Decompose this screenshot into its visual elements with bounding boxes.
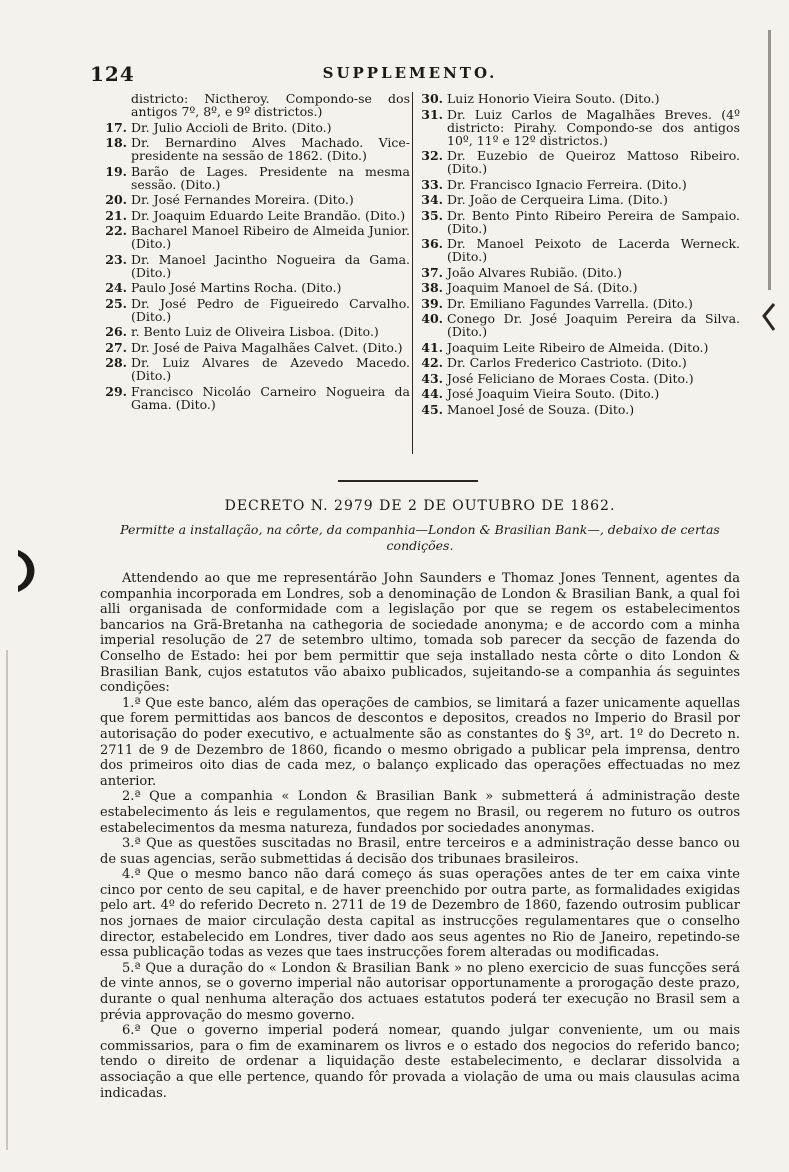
list-item: 35. Dr. Bento Pinto Ribeiro Pereira de Sampaio. (Dito.) bbox=[421, 207, 740, 236]
margin-ink-mark bbox=[760, 302, 778, 332]
list-item: 39. Dr. Emiliano Fagundes Varrella. (Dito.) bbox=[421, 295, 693, 311]
paragraph: 3.ª Que as questões suscitadas no Brasil, entre terceiros e a administração desse banco ou de suas agencias, serão submettidas á decisão dos tribunaes brasileiros. bbox=[100, 836, 740, 867]
decree-title: DECRETO N. 2979 DE 2 DE OUTUBRO DE 1862. bbox=[224, 498, 616, 514]
list-item: 19. Barão de Lages. Presidente na mesma sessão. (Dito.) bbox=[105, 163, 410, 192]
list-item: 29. Francisco Nicoláo Carneiro Nogueira da Gama. (Dito.) bbox=[105, 383, 410, 412]
paragraph: 2.ª Que a companhia « London & Brasilian Bank » submetterá á administração deste estabelecimento ás leis e regulamentos, que regem no Brasil, ou regerem no futuro os outros estabelecimentos da mesma natureza, fundados por sociedades anonymas. bbox=[100, 789, 740, 836]
list-item: 31. Dr. Luiz Carlos de Magalhães Breves. (4º districto: Pirahy. Compondo-se dos antigos 10º, 11º e 12º districtos.) bbox=[421, 106, 740, 148]
paragraph: Attendendo ao que me representárão John Saunders e Thomaz Jones Tennent, agentes da companhia incorporada em Londres, sob a denominação de London & Brasilian Bank, a qual foi alli organisada de conformidade com a legislação por que se regem os estabelecimentos bancarios na Grã-Bretanha na cathegoria de sociedade anonyma; e de accordo com a minha imperial resolução de 27 de setembro ultimo, tomada sob parecer da secção de fazenda do Conselho de Estado: hei por bem permittir que seja installado nesta côrte o dito London & Brasilian Bank, cujos estatutos vão abaixo publicados, sujeitando-se a companhia ás seguintes condições: bbox=[100, 571, 740, 696]
column-divider bbox=[412, 92, 413, 454]
list-item: 41. Joaquim Leite Ribeiro de Almeida. (Dito.) bbox=[421, 339, 709, 355]
list-item: 28. Dr. Luiz Alvares de Azevedo Macedo. (Dito.) bbox=[105, 355, 410, 383]
list-item: 43. José Feliciano de Moraes Costa. (Dito.) bbox=[421, 370, 694, 386]
list-item: 36. Dr. Manoel Peixoto de Lacerda Werneck. (Dito.) bbox=[421, 236, 740, 264]
page-header bbox=[90, 62, 730, 84]
list-item: 44. José Joaquim Vieira Souto. (Dito.) bbox=[421, 386, 660, 401]
right-column bbox=[416, 92, 740, 418]
list-item: 32. Dr. Euzebio de Queiroz Mattoso Ribeiro. (Dito.) bbox=[421, 148, 740, 176]
paragraph: 5.ª Que a duração do « London & Brasilian Bank » no pleno exercicio de suas funcções será de vinte annos, se o governo imperial não autorisar opportunamente a prorogação deste prazo, durante o qual nenhuma alteração dos actuaes estatutos poderá ter execução no Brasil sem a prévia approvação do mesmo governo. bbox=[100, 960, 740, 1023]
decree-subtitle: Permitte a installação, na côrte, da companhia—London & Brasilian Bank—, debaixo de certas condições. bbox=[120, 522, 720, 553]
list-item: 18. Dr. Bernardino Alves Machado. Vice-presidente na sessão de 1862. (Dito.) bbox=[105, 135, 410, 163]
page-number: 124 bbox=[90, 62, 135, 86]
scan-right-edge bbox=[768, 30, 771, 290]
list-item: 24. Paulo José Martins Rocha. (Dito.) bbox=[105, 280, 342, 295]
list-item: 26. r. Bento Luiz de Oliveira Lisboa. (Dito.) bbox=[105, 324, 379, 339]
list-item: 27. Dr. José de Paiva Magalhães Calvet. (Dito.) bbox=[105, 339, 403, 355]
list-item: 45. Manoel José de Souza. (Dito.) bbox=[421, 401, 635, 417]
list-item: 20. Dr. José Fernandes Moreira. (Dito.) bbox=[105, 192, 354, 207]
deputies-list bbox=[100, 92, 740, 456]
scan-edge-shadow bbox=[6, 650, 8, 1150]
list-item: 34. Dr. João de Cerqueira Lima. (Dito.) bbox=[421, 192, 668, 207]
list-item: 23. Dr. Manoel Jacintho Nogueira da Gama. (Dito.) bbox=[105, 251, 410, 280]
left-column bbox=[100, 92, 410, 413]
margin-bracket-mark bbox=[14, 548, 44, 594]
list-item: 21. Dr. Joaquim Eduardo Leite Brandão. (Dito.) bbox=[105, 207, 406, 223]
list-item: 30. Luiz Honorio Vieira Souto. (Dito.) bbox=[421, 91, 660, 106]
paragraph: 6.ª Que o governo imperial poderá nomear, quando julgar conveniente, um ou mais commissarios, para o fim de examinarem os livros e o estado dos negocios do referido banco; tendo o direito de ordenar a liquidação deste estabelecimento, e declarar dissolvida a associação a que elle pertence, quando fôr provada a violação de uma ou mais clausulas acima indicadas. bbox=[100, 1023, 740, 1101]
section-separator bbox=[338, 480, 478, 482]
list-item: 37. João Alvares Rubião. (Dito.) bbox=[421, 264, 623, 280]
running-title: SUPPLEMENTO. bbox=[322, 64, 498, 82]
list-item: 33. Dr. Francisco Ignacio Ferreira. (Dito.) bbox=[421, 176, 687, 192]
paragraph: 1.ª Que este banco, além das operações de cambios, se limitará a fazer unicamente aquellas que forem permittidas aos bancos de descontos e depositos, creados no Imperio do Brasil por autorisação do poder executivo, e actualmente são as constantes do § 3º, art. 1º do Decreto n. 2711 de 9 de Dezembro de 1860, ficando o mesmo obrigado a publicar pela imprensa, dentro dos primeiros oito dias de cada mez, o balanço explicado das operações effectuadas no mez anterior. bbox=[100, 695, 740, 789]
list-item: 42. Dr. Carlos Frederico Castrioto. (Dito.) bbox=[421, 355, 687, 370]
list-item: 38. Joaquim Manoel de Sá. (Dito.) bbox=[421, 280, 638, 295]
list-item: districto: Nictheroy. Compondo-se dos antigos 7º, 8º, e 9º districtos.) bbox=[131, 91, 410, 119]
list-item: 40. Conego Dr. José Joaquim Pereira da Silva. (Dito.) bbox=[421, 311, 740, 339]
list-item: 25. Dr. José Pedro de Figueiredo Carvalho. (Dito.) bbox=[105, 295, 410, 324]
list-item: 22. Bacharel Manoel Ribeiro de Almeida Junior. (Dito.) bbox=[105, 223, 410, 251]
list-item: 17. Dr. Julio Accioli de Brito. (Dito.) bbox=[105, 119, 332, 135]
decree-body bbox=[100, 571, 740, 1101]
paragraph: 4.ª Que o mesmo banco não dará começo ás suas operações antes de ter em caixa vinte cinco por cento de seu capital, e de haver preenchido por outra parte, as formalidades exigidas pelo art. 4º do referido Decreto n. 2711 de 19 de Dezembro de 1860, fazendo outrosim publicar nos jornaes de maior circulação desta capital as instrucções regulamentares que o conselho director, estabelecido em Londres, tiver dado aos seus agentes no Rio de Janeiro, repetindo-se essa publicação todas as vezes que taes instrucções forem alteradas ou modificadas. bbox=[100, 867, 740, 961]
